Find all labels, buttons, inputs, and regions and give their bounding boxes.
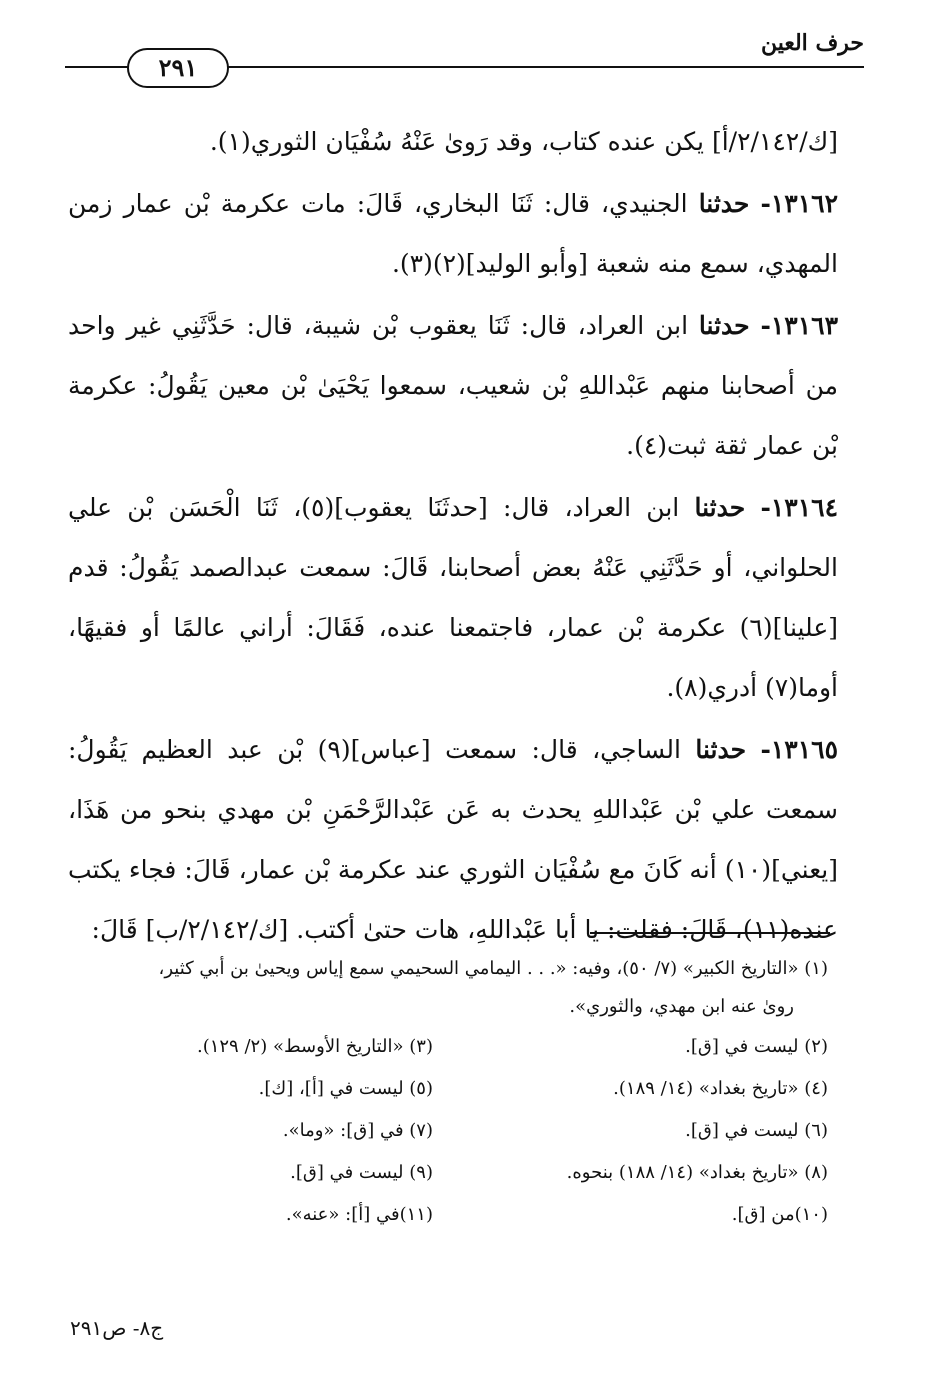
paragraph-text: [ك/٢/١٤٢/أ] يكن عنده كتاب، وقد رَوىٰ عَنْهُ سُفْيَان الثوري(١). — [209, 127, 838, 156]
paragraph-text: الجنيدي، قال: ثَنَا البخاري، قَالَ: مات عكرمة بْن عمار زمن المهدي، سمع منه شعبة [وأبو الوليد](٢)(٣). — [68, 189, 838, 278]
footnote-6: (٦) ليست في [ق]. — [685, 1120, 828, 1141]
footnotes — [68, 950, 828, 1236]
hadith-13163 — [68, 296, 838, 476]
chapter-title: حرف العين — [751, 30, 864, 56]
footnote-4: (٤) «تاريخ بغداد» (١٤/ ١٨٩). — [613, 1078, 828, 1099]
footnote-1-line-2: رویٰ عنه ابن مهدي، والثوري». — [569, 996, 794, 1017]
footnote-7: (٧) في [ق]: «وما». — [282, 1120, 433, 1141]
footnote-3: (٣) «التاريخ الأوسط» (٢/ ١٢٩). — [196, 1036, 433, 1057]
hadith-13162 — [68, 174, 838, 294]
hadith-number: ١٣١٦٤- — [760, 493, 838, 522]
footnote-separator — [590, 932, 830, 934]
paragraph-continuation — [68, 112, 838, 172]
paragraph-text: ابن العراد، قال: [حدثَنَا يعقوب](٥)، ثَنَا الْحَسَن بْن علي الحلواني، أو حَدَّثَنِي عَنْهُ بعض أصحابنا، قَالَ: سمعت عبدالصمد يَقُولُ: قدم [علينا](٦) عكرمة بْن عمار، فاجتمعنا عنده، فَقَالَ: أراني عالمًا أو فقيهًا، أوما(٧) أدري(٨). — [68, 493, 838, 702]
paragraph-text: الساجي، قال: سمعت [عباس](٩) بْن عبد العظيم يَقُولُ: سمعت علي بْن عَبْداللهِ يحدث به عَن عَبْدالرَّحْمَنِ بْن مهدي بنحو من هَذَا، [يعني](١٠) أنه كَانَ مع سُفْيَان الثوري عند عكرمة بْن عمار، قَالَ: فجاء يكتب عنده(١١)، قَالَ: فقلت: يا أبا عَبْداللهِ، هات حتىٰ أكتب. [ك/٢/١٤٢/ب] قَالَ: — [68, 735, 838, 944]
hadith-lead: حدثنا — [694, 493, 746, 522]
footnote-2: (٢) ليست في [ق]. — [685, 1036, 828, 1057]
hadith-13165 — [68, 720, 838, 960]
footnote-11: (١١)في [أ]: «عنه». — [285, 1204, 433, 1225]
hadith-number: ١٣١٦٥- — [760, 735, 838, 764]
hadith-number: ١٣١٦٢- — [760, 189, 838, 218]
footnote-10: (١٠)من [ق]. — [731, 1204, 828, 1225]
volume-page-reference: ج٨- ص٢٩١ — [70, 1316, 164, 1340]
footnote-grid — [68, 1026, 828, 1236]
main-text — [68, 112, 838, 962]
hadith-lead: حدثنا — [695, 735, 747, 764]
footnote-5: (٥) ليست في [أ]، [ك]. — [258, 1078, 433, 1099]
hadith-13164 — [68, 478, 838, 718]
hadith-number: ١٣١٦٣- — [760, 311, 838, 340]
paragraph-text: ابن العراد، قال: ثَنَا يعقوب بْن شيبة، قال: حَدَّثَنِي غير واحد من أصحابنا منهم عَبْداللهِ بْن شعيب، سمعوا يَحْيَىٰ بْن معين يَقُولُ: عكرمة بْن عمار ثقة ثبت(٤). — [68, 311, 838, 460]
page-number-badge: ٢٩١ — [127, 48, 229, 88]
footnote-1-line-1: (١) «التاريخ الكبير» (٧/ ٥٠)، وفيه: «. . . اليمامي السحيمي سمع إياس ويحيىٰ بن أبي كثير، — [158, 958, 828, 979]
hadith-lead: حدثنا — [698, 311, 750, 340]
footnote-8: (٨) «تاريخ بغداد» (١٤/ ١٨٨) بنحوه. — [566, 1162, 828, 1183]
footnote-9: (٩) ليست في [ق]. — [290, 1162, 433, 1183]
hadith-lead: حدثنا — [698, 189, 750, 218]
page-header — [65, 30, 864, 90]
